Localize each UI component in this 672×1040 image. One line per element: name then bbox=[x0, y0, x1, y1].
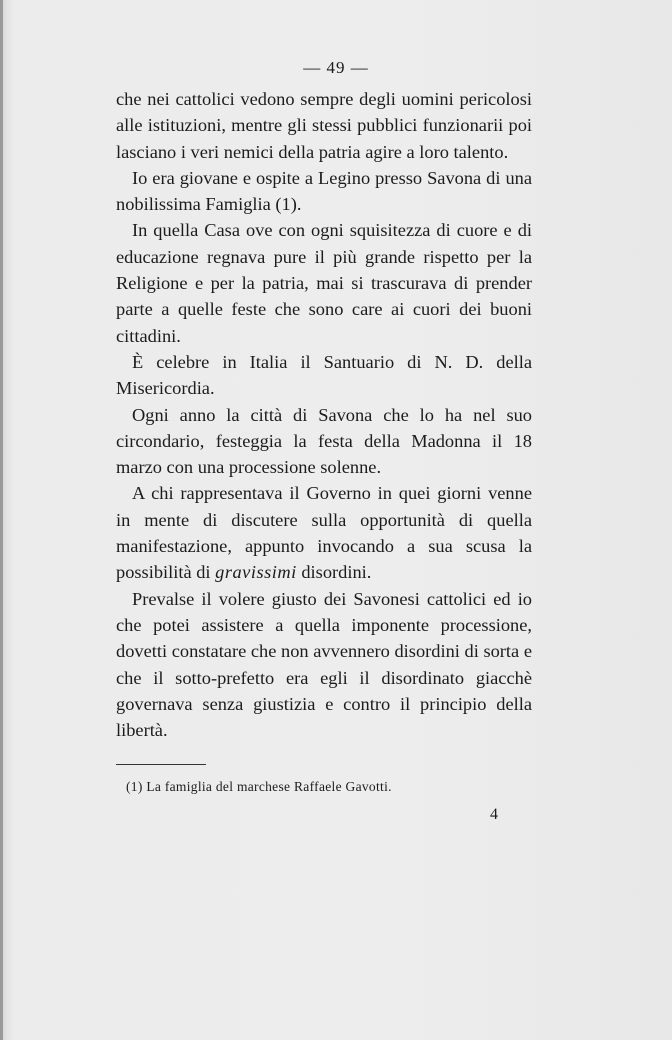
paragraph-text: A chi rappresentava il Governo in quei giorni venne in mente di discutere sulla opportunità di quella manifestazione, appunto invocando a sua scusa la possibilità di bbox=[116, 483, 532, 583]
paragraph: Io era giovane e ospite a Legino presso Savona di una nobilissima Famiglia (1). bbox=[116, 167, 532, 215]
binding-edge bbox=[0, 0, 3, 1040]
paragraph: In quella Casa ove con ogni squisitezza di cuore e di educazione regnava pure il più grande rispetto per la Religione e per la patria, mai si trascurava di prender parte a quelle feste che sono care ai cuori dei buoni cittadini. bbox=[116, 220, 532, 346]
paragraph: che nei cattolici vedono sempre degli uomini pericolosi alle istituzioni, mentre gli stessi pubblici funzionarii poi lasciano i veri nemici della patria agire a loro talento. bbox=[116, 89, 532, 162]
emphasized-word: gravissimi bbox=[215, 562, 297, 583]
paragraph: È celebre in Italia il Santuario di N. D. della Misericordia. bbox=[116, 351, 532, 399]
paragraph bbox=[116, 480, 532, 585]
paragraph: Prevalse il volere giusto dei Savonesi cattolici ed io che potei assistere a quella imponente processione, dovetti constatare che non avvennero disordini di sorta e che il sotto-prefetto era egli il disordinato giacchè governava senza giustizia e contro il principio della libertà. bbox=[116, 588, 532, 741]
paragraph-text: disordini. bbox=[296, 562, 372, 583]
footnote-divider bbox=[116, 764, 206, 765]
body-text bbox=[116, 86, 532, 743]
page-number: — 49 — bbox=[303, 58, 369, 77]
paragraph: Ogni anno la città di Savona che lo ha nel suo circondario, festeggia la festa della Madonna il 18 marzo con una processione solenne. bbox=[116, 404, 532, 478]
footnote: (1) La famiglia del marchese Raffaele Gavotti. bbox=[126, 779, 392, 794]
signature-mark: 4 bbox=[490, 806, 498, 823]
